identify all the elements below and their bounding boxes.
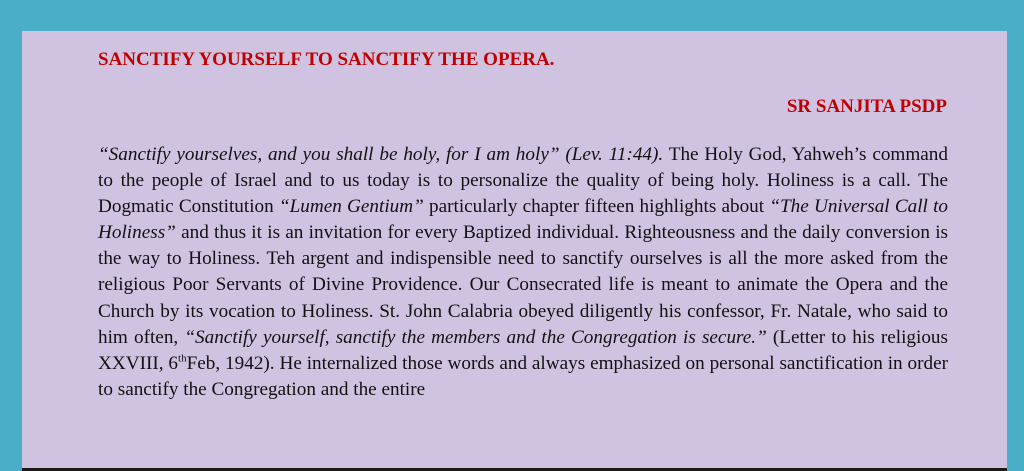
- paragraph-text: (Letter to his religious XXVIII, 6: [98, 326, 948, 374]
- paragraph-text: Feb, 1942). He internalized those words and always emphasized on personal sanctification in order to sanctify the Congregation and the entire: [98, 352, 948, 400]
- document-title: SANCTIFY YOURSELF TO SANCTIFY THE OPERA.: [98, 49, 555, 70]
- document-page: [22, 31, 1007, 471]
- author-name: SR SANJITA PSDP: [786, 96, 947, 117]
- paragraph-text: particularly chapter fifteen highlights about: [423, 196, 770, 218]
- body-paragraph: [98, 142, 948, 403]
- scripture-quote: “Sanctify yourselves, and you shall be holy, for I am holy” (Lev. 11:44).: [98, 144, 664, 165]
- paragraph-text: and thus it is an invitation for every Baptized individual. Righteousness and the daily conversion is the way to Holiness. Teh argent and indispensible need to sanctify ourselves is all the more asked from the religious Poor Servants of Divine Providence. Our Consecrated life is meant to animate the Opera and the Church by its vocation to Holiness. St. John Calabria obeyed diligently his confessor, Fr. Natale, who said to him often,: [98, 222, 948, 348]
- paragraph-text: The Holy God, Yahweh’s command to the people of Israel and to us today is to personalize the quality of being holy. Holiness is a call. The Dogmatic Constitution: [98, 144, 948, 218]
- ordinal-suffix: th: [178, 352, 187, 365]
- chapter-title-quote: “The Universal Call to Holiness”: [98, 196, 948, 244]
- confessor-quote: “Sanctify yourself, sanctify the members and the Congregation is secure.”: [184, 326, 767, 348]
- document-name-quote: “Lumen Gentium”: [278, 196, 424, 218]
